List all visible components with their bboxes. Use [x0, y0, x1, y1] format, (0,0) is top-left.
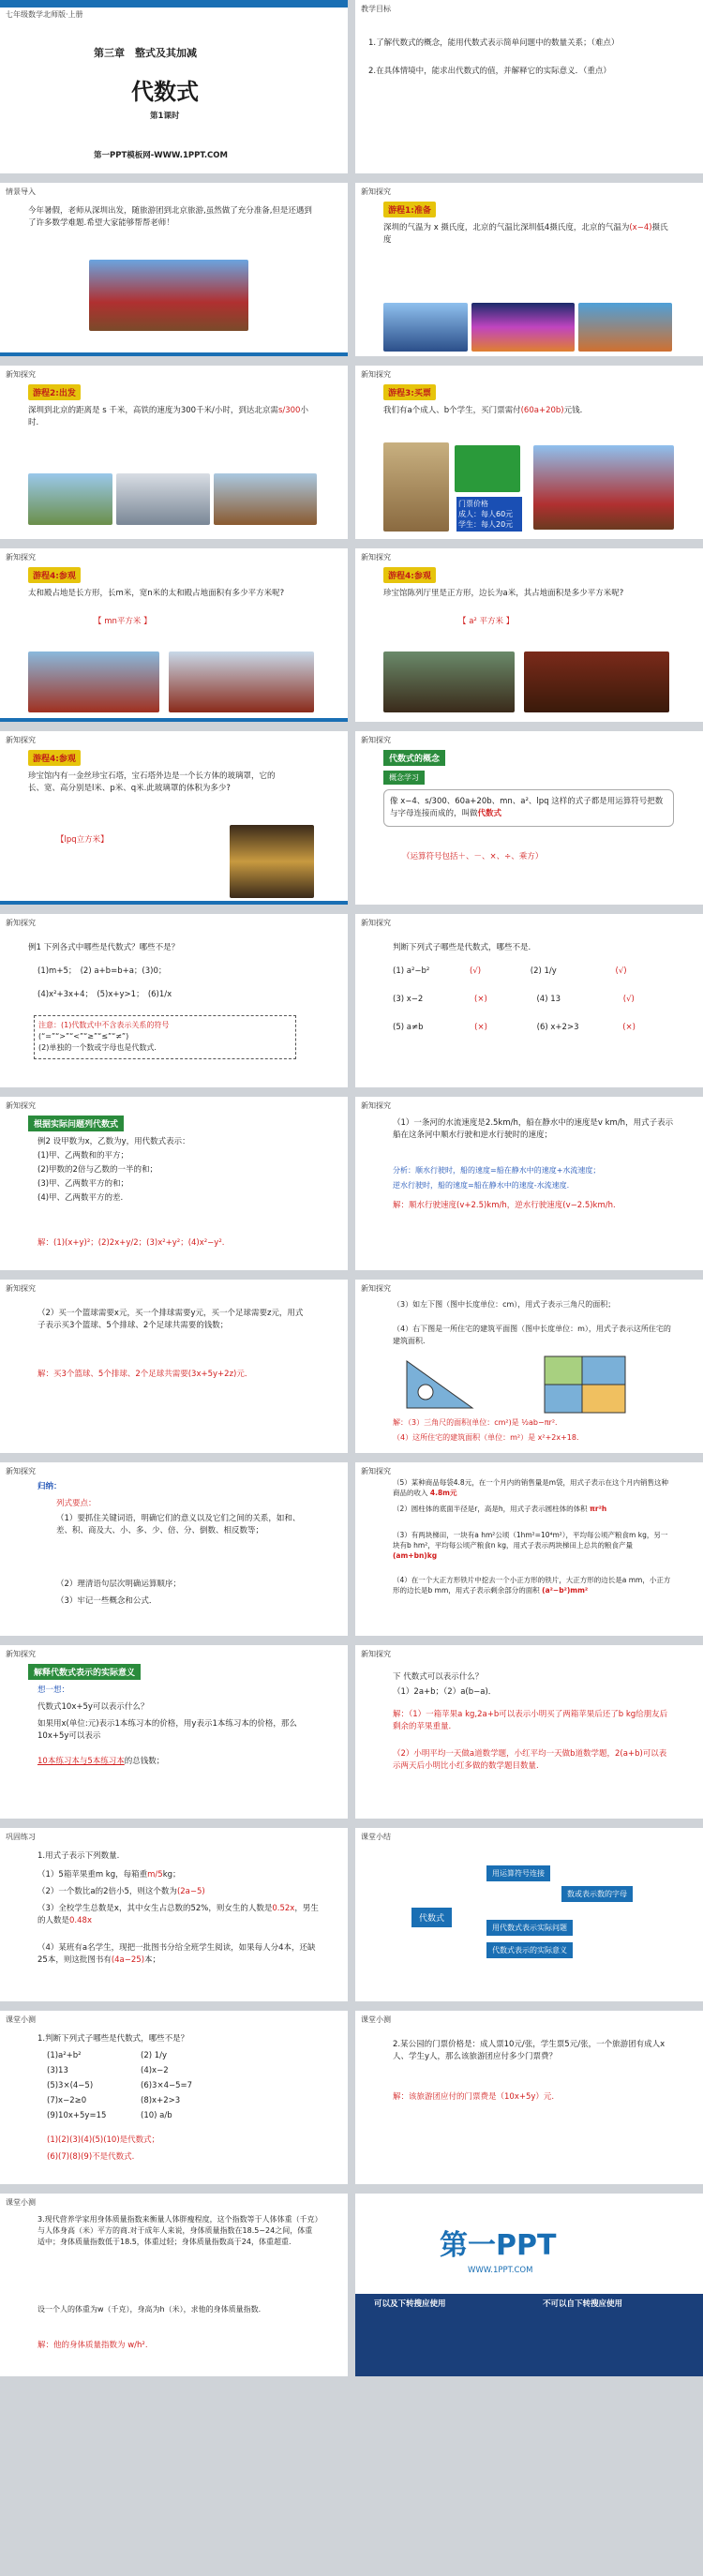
quiz-item: (10) a/b	[141, 2111, 172, 2120]
temple-photo	[383, 303, 468, 352]
mindmap-branch: 用运算符号连接	[486, 1865, 550, 1881]
bmi-question: 3.现代营养学家用身体质量指数来衡量人体胖瘦程度，这个指数等于人体体重（千克）与人体身高（米）平方的商.对于成年人来说，身体质量指数在18.5~24之间，体重适中；身体质量指数低于18.5，体重过轻；身体质量指数高于24，体重超重.	[37, 2215, 319, 2246]
slide-footer	[0, 901, 348, 905]
slide-balls	[0, 1280, 348, 1453]
slide-heading: 新知探究	[361, 553, 391, 562]
slide-judge	[355, 914, 703, 1087]
slide-heading: 新知探究	[361, 1284, 391, 1293]
question-text: 深圳到北京的距离是 s 千米，高铁的速度为300千米/小时，到达北京需	[28, 406, 278, 415]
slide-visit-treasure	[355, 548, 703, 722]
brand-url: WWW.1PPT.COM	[468, 2266, 533, 2275]
trip-tag: 游程3:买票	[383, 384, 436, 400]
bmi-task: 设一个人的体重为w（千克），身高为h（米），求他的身体质量指数.	[37, 2305, 262, 2314]
slide-heading: 新知探究	[6, 736, 36, 744]
quiz-item: (2) 1/y	[141, 2051, 168, 2060]
slide-footer	[0, 718, 348, 722]
slide-summary-tips	[0, 1462, 348, 1636]
slide-heading: 课堂小结	[361, 1833, 391, 1841]
judge-item: (3) x−2	[393, 995, 424, 1004]
floorplan-figure	[543, 1355, 627, 1415]
quiz-answer-1: (1)(2)(3)(4)(5)(10)是代数式；	[47, 2135, 160, 2145]
example-item: (2)甲数的2倍与乙数的一半的和；	[37, 1165, 157, 1175]
slide-quiz3	[0, 2194, 348, 2376]
slide-heading: 新知探究	[361, 736, 391, 744]
quiz-item: (4)x−2	[141, 2066, 169, 2075]
slide-heading: 教学目标	[361, 5, 391, 13]
quiz-question: 2.某公园的门票价格是：成人票10元/张，学生票5元/张，一个旅游团有成人x人、学生y人，那么该旅游团应付多少门票费？	[393, 2040, 666, 2061]
palace-photo	[214, 473, 317, 525]
practice-answer: 0.52x	[272, 1904, 295, 1913]
judge-mark: (√)	[615, 966, 627, 976]
area-answer-3: 解：（3）三角尺的面积(单位：cm²)是 ½ab−πr²．	[393, 1418, 563, 1427]
brand-logo: 第一PPT	[440, 2229, 557, 2262]
cover-grade: 七年级数学北师版·上册	[6, 10, 83, 19]
quiz-question: 1.判断下列式子哪些是代数式，哪些不是？	[37, 2034, 189, 2044]
judge-item: (1) a²−b²	[393, 966, 430, 976]
river-analysis-2: 逆水行驶时，船的速度=船在静水中的速度-水流速度.	[393, 1181, 570, 1190]
judge-question: 判断下列式子哪些是代数式，哪些不是.	[393, 943, 531, 952]
slide-visit-hall	[0, 548, 348, 722]
river-analysis-1: 分析：顺水行驶时，船的速度=船在静水中的速度+水流速度；	[393, 1166, 601, 1175]
judge-row	[393, 994, 635, 1006]
usage-allowed: 可以及下转搜应使用	[374, 2299, 446, 2309]
slide-endcard	[355, 2194, 703, 2376]
slide-concept	[355, 731, 703, 905]
slide-heading: 新知探究	[361, 1650, 391, 1658]
skyline-photo	[578, 303, 672, 352]
practice-question: 1.用式子表示下列数量.	[37, 1851, 120, 1861]
practice-unit: kg；	[162, 1870, 181, 1880]
example-item: (3)甲、乙两数平方的和；	[37, 1179, 129, 1189]
balls-answer: 解：买3个篮球、5个排球、2个足球共需要(3x+5y+2z)元．	[37, 1370, 253, 1379]
answer-blank: (60a+20b)	[520, 406, 564, 415]
slide-heading: 新知探究	[6, 370, 36, 379]
slide-example2	[0, 1097, 348, 1270]
problem-answer: (a²−b²)mm²	[542, 1586, 589, 1595]
city-night-photo	[471, 303, 575, 352]
explain-answer-1: 解：（1）一箱苹果a kg,2a+b可以表示小明买了两箱苹果后还了b kg给朋友后剩余的苹果重量.	[393, 1710, 668, 1731]
balls-question: （2）买一个篮球需要x元，买一个排球需要y元，买一个足球需要z元，用式子表示买3个篮球、5个排球、2个足球共需要的钱数；	[37, 1309, 304, 1330]
slide-cover	[0, 0, 348, 173]
treasure-door-photo	[524, 651, 669, 712]
judge-mark: (√)	[622, 995, 635, 1004]
slide-quiz2	[355, 2011, 703, 2184]
practice-answer: 0.48x	[69, 1916, 92, 1925]
intro-text: 今年暑假，老师从深圳出发，随旅游团到北京旅游,虽然做了充分准备,但是还遇到了许多数学难题.希望大家能够帮帮老师！	[28, 206, 312, 228]
quiz-item: (1)a²+b²	[47, 2051, 82, 2060]
problem-text: （4）在一个大正方形铁片中挖去一个小正方形的铁片，大正方形的边长是a mm，小正方形的边长是b mm，用式子表示剩余部分的面积	[393, 1576, 671, 1595]
explain-items: （1）2a+b；（2）a(b−a)．	[393, 1687, 497, 1697]
problem-text: （5）某种商品每袋4.8元，在一个月内的销售量是m袋，用式子表示在这个月内销售这种商品的收入	[393, 1478, 669, 1497]
question-text: 珍宝馆内有一金丝珍宝石塔，宝石塔外边是一个长方体的玻璃罩，它的长、宽、高分别是l米、p米、q米.此玻璃罩的体积为多少?	[28, 771, 276, 793]
palace-photo	[533, 445, 674, 530]
answer-text: 【 mn平方米 】	[94, 617, 152, 626]
practice-item: （2）一个数比a的2倍小5，则这个数为	[37, 1887, 177, 1896]
question-tail: 摄氏度	[383, 223, 668, 245]
judge-mark: (×)	[474, 1023, 487, 1032]
slide-intro	[0, 183, 348, 356]
quiz-item: (7)x−2≥0	[47, 2096, 87, 2105]
problem-answer: πr²h	[590, 1505, 607, 1513]
judge-mark: (×)	[474, 995, 487, 1004]
practice-item: ，男生的人数是	[37, 1904, 319, 1925]
trip-tag: 游程4:参观	[383, 567, 436, 583]
slide-heading: 新知探究	[361, 1467, 391, 1475]
objective-2: 2.在具体情境中，能求出代数式的值，并解释它的实际意义．（重点）	[368, 67, 611, 76]
practice-answer: (2a−5)	[176, 1887, 205, 1896]
slide-trip-ticket	[355, 366, 703, 539]
problem-answer: (am+bn)kg	[393, 1551, 438, 1560]
question-tail: 小时.	[28, 406, 308, 427]
example-body	[37, 1136, 319, 1206]
judge-item: (4) 13	[536, 995, 561, 1004]
quiz-answer-2: (6)(7)(8)(9)不是代数式.	[47, 2152, 135, 2162]
price-student: 学生：每人20元	[458, 520, 514, 529]
section-title: 根据实际问题列代数式	[28, 1116, 124, 1131]
think-label: 想一想：	[37, 1685, 70, 1695]
section-title: 代数式的概念	[383, 750, 445, 766]
area-question-4: （4）右下图是一所住宅的建筑平面图（图中长度单位：m），用式子表示这所住宅的建筑面积．	[393, 1325, 671, 1345]
slide-heading: 课堂小测	[361, 2015, 391, 2024]
trip-tag: 游程1:准备	[383, 202, 436, 217]
tip-3: （3）牢记一些概念和公式．	[56, 1596, 157, 1606]
quiz-item: (5)3×(4−5)	[47, 2081, 94, 2090]
question-text: 珍宝馆陈列厅里是正方形，边长为a米，其占地面积是多少平方米呢?	[383, 589, 624, 598]
river-answer: 解：顺水行驶速度(v+2.5)km/h，逆水行驶速度(v−2.5)km/h.	[393, 1201, 616, 1210]
answer-text: 【 a² 平方米 】	[458, 617, 515, 626]
tip-2: （2）理清语句层次明确运算顺序；	[56, 1580, 181, 1589]
train-photo	[116, 473, 210, 525]
bmi-answer: 解：他的身体质量指数为 w/h².	[37, 2341, 148, 2350]
slide-river	[355, 1097, 703, 1270]
meaning-text: 如果用x(单位:元)表示1本练习本的价格，用y表示1本练习本的价格，那么10x+5y可以表示	[37, 1719, 297, 1741]
quiz-item: (6)3×4−5=7	[141, 2081, 193, 2090]
concept-tag: 概念学习	[383, 771, 425, 785]
quiz-item: (3)13	[47, 2066, 68, 2075]
slide-explain	[355, 1645, 703, 1819]
slide-heading: 新知探究	[361, 370, 391, 379]
trip-tag: 游程2:出发	[28, 384, 81, 400]
question-text: 太和殿占地是长方形，长m米，宽n米的太和殿占地面积有多少平方米呢?	[28, 589, 285, 598]
slide-objectives	[355, 0, 703, 173]
example-items-2: (4)x²+3x+4； (5)x+y>1； (6)1/x	[37, 990, 172, 999]
gate-photo	[89, 260, 248, 331]
slide-heading: 新知探究	[6, 919, 36, 927]
induction-title: 归纳：	[37, 1482, 62, 1491]
question-text: 我们有a个成人、b个学生，买门票需付	[383, 406, 521, 415]
treasure-gate-photo	[383, 651, 515, 712]
slide-meaning	[0, 1645, 348, 1819]
concept-key: 代数式	[477, 809, 502, 818]
question-text: 深圳的气温为 x 摄氏度，北京的气温比深圳低4摄氏度，北京的气温为	[383, 223, 630, 232]
ticket-sign	[455, 445, 520, 492]
practice-answer: (4a−25)	[111, 1955, 145, 1965]
note-1: 注意：(1)代数式中不含表示关系的符号	[38, 1021, 170, 1029]
map-photo	[383, 442, 449, 532]
problem-answer: 4.8m元	[429, 1489, 457, 1497]
area-question-3: （3）如左下图（图中长度单位：cm），用式子表示三角尺的面积；	[393, 1300, 616, 1309]
mindmap-branch: 数或表示数的字母	[561, 1886, 633, 1902]
cover-lesson: 第1课时	[150, 112, 180, 121]
judge-item: (6) x+2>3	[536, 1023, 579, 1032]
slide-heading: 新知探究	[6, 1101, 36, 1110]
usage-forbidden: 不可以自下转搜应使用	[543, 2299, 623, 2309]
judge-item: (2) 1/y	[530, 966, 557, 976]
cover-topbar	[0, 0, 348, 7]
slide-example1	[0, 914, 348, 1087]
problem-text: （2）圆柱体的底面半径是r，高是h，用式子表示圆柱体的体积	[393, 1505, 588, 1513]
practice-answer: m/5	[147, 1870, 163, 1880]
slide-heading: 新知探究	[361, 187, 391, 196]
hall-photo	[28, 651, 159, 712]
slide-heading: 新知探究	[6, 553, 36, 562]
cover-title: 代数式	[131, 79, 199, 105]
note-2: (2)单独的一个数或字母也是代数式．	[38, 1043, 162, 1052]
slide-practice	[0, 1828, 348, 2001]
objective-1: 1.了解代数式的概念，能用代数式表示简单问题中的数量关系；（难点）	[368, 38, 620, 48]
slide-heading: 新知探究	[361, 1101, 391, 1110]
judge-item: (5) a≠b	[393, 1023, 424, 1032]
cover-chapter: 第三章 整式及其加减	[94, 47, 197, 59]
mindmap-branch: 代数式表示的实际意义	[486, 1942, 573, 1958]
slide-footer	[0, 352, 348, 356]
tip-1: （1）要抓住关键词语，明确它们的意义以及它们之间的关系，如和、差、积、商及大、小、多、少、倍、分、倒数、相反数等；	[56, 1514, 301, 1535]
section-title: 解释代数式表示的实际意义	[28, 1664, 141, 1680]
slide-heading: 巩固练习	[6, 1833, 36, 1841]
area-answer-4: （4）这所住宅的建筑面积（单位：m²）是 x²+2x+18．	[393, 1433, 584, 1442]
mindmap-root: 代数式	[411, 1908, 452, 1927]
answer-blank: s/300	[277, 406, 301, 415]
trip-tag: 游程4:参观	[28, 567, 81, 583]
cover-site: 第一PPT模板网-WWW.1PPT.COM	[94, 151, 228, 160]
slide-heading: 课堂小测	[6, 2198, 36, 2207]
example-item: (1)甲、乙两数和的平方；	[37, 1151, 129, 1161]
practice-item: （4）某班有a名学生，现把一批图书分给全班学生阅读，如果每人分4本，还缺25本，则这批图书有	[37, 1943, 316, 1965]
price-title: 门票价格	[458, 500, 488, 508]
slide-problems	[355, 1462, 703, 1636]
note-symbols: (“=”“>”“<”“≥”“≤”“≠”)	[38, 1032, 129, 1041]
slide-summary-map	[355, 1828, 703, 2001]
judge-row	[393, 1022, 636, 1034]
slide-quiz1	[0, 2011, 348, 2184]
triangle-figure	[402, 1356, 477, 1413]
hall-photo-2	[169, 651, 314, 712]
slide-heading: 情景导入	[6, 187, 36, 196]
river-question: （1）一条河的水流速度是2.5km/h，船在静水中的速度是v km/h，用式子表示船在这条河中顺水行驶和逆水行驶时的速度；	[393, 1118, 674, 1140]
slide-heading: 新知探究	[6, 1467, 36, 1475]
judge-mark: (√)	[470, 966, 482, 976]
practice-item: （3）全校学生总数是x，其中女生占总数的52%，则女生的人数是	[37, 1904, 273, 1913]
slide-visit-tower	[0, 731, 348, 905]
quiz-item: (9)10x+5y=15	[47, 2111, 107, 2120]
slide-heading: 新知探究	[6, 1284, 36, 1293]
slide-heading: 新知探究	[361, 919, 391, 927]
explain-question: 下 代数式可以表示什么？	[393, 1672, 484, 1682]
example-question: 例1 下列各式中哪些是代数式？哪些不是？	[28, 943, 180, 952]
example-items-1: (1)m+5； (2) a+b=b+a；(3)0；	[37, 966, 167, 976]
slide-heading: 课堂小测	[6, 2015, 36, 2024]
mindmap-branch: 用代数式表示实际问题	[486, 1920, 573, 1936]
meaning-tail: 的总钱数；	[124, 1757, 165, 1766]
slide-trip-prep	[355, 183, 703, 356]
price-board	[456, 497, 522, 532]
meaning-question: 代数式10x+5y可以表示什么？	[37, 1702, 149, 1712]
concept-text: 像 x−4、s/300、60a+20b、mn、a²、lpq 这样的式子都是用运算符号把数与字母连接而成的，叫做	[390, 797, 664, 818]
practice-item: （1）5箱苹果重m kg，每箱重	[37, 1870, 148, 1880]
practice-unit: 本；	[144, 1955, 161, 1965]
slide-area	[355, 1280, 703, 1453]
note-box	[34, 1015, 296, 1059]
operators-note: （运算符号包括＋、－、×、÷、乘方）	[402, 852, 544, 861]
example-question: 例2 设甲数为x，乙数为y，用代数式表示：	[37, 1137, 190, 1146]
slide-trip-depart	[0, 366, 348, 539]
trip-tag: 游程4:参观	[28, 750, 81, 766]
quiz-item: (8)x+2>3	[141, 2096, 181, 2105]
answer-blank: (x−4)	[629, 223, 652, 232]
landscape-photo	[28, 473, 112, 525]
tower-photo	[230, 825, 314, 898]
slide-heading: 新知探究	[6, 1650, 36, 1658]
judge-mark: (×)	[622, 1023, 636, 1032]
example-answer: 解：(1)(x+y)²；(2)2x+y/2；(3)x²+y²；(4)x²−y².	[37, 1238, 225, 1248]
problem-text: （3）有两块梯田，一块有a hm²公顷（1hm²=10⁴m²），平均每公顷产粮食m kg，另一块有b hm²，平均每公顷产粮食n kg，用式子表示两块梯田上总共的粮食产量	[393, 1531, 668, 1550]
question-tail: 元钱.	[563, 406, 583, 415]
meaning-answer: 10本练习本与5本练习本	[37, 1757, 125, 1766]
example-item: (4)甲、乙两数平方的差.	[37, 1193, 124, 1203]
judge-row	[393, 966, 627, 978]
answer-text: 【lpq立方米】	[56, 835, 109, 845]
quiz-answer: 解：该旅游团应付的门票费是（10x+5y）元.	[393, 2092, 555, 2102]
explain-answer-2: （2）小明平均一天做a道数学题，小红平均一天做b道数学题，2(a+b)可以表示两天后小明比小红多做的数学题目数量.	[393, 1749, 667, 1771]
tips-title: 列式要点：	[56, 1499, 97, 1508]
price-adult: 成人：每人60元	[458, 510, 514, 518]
